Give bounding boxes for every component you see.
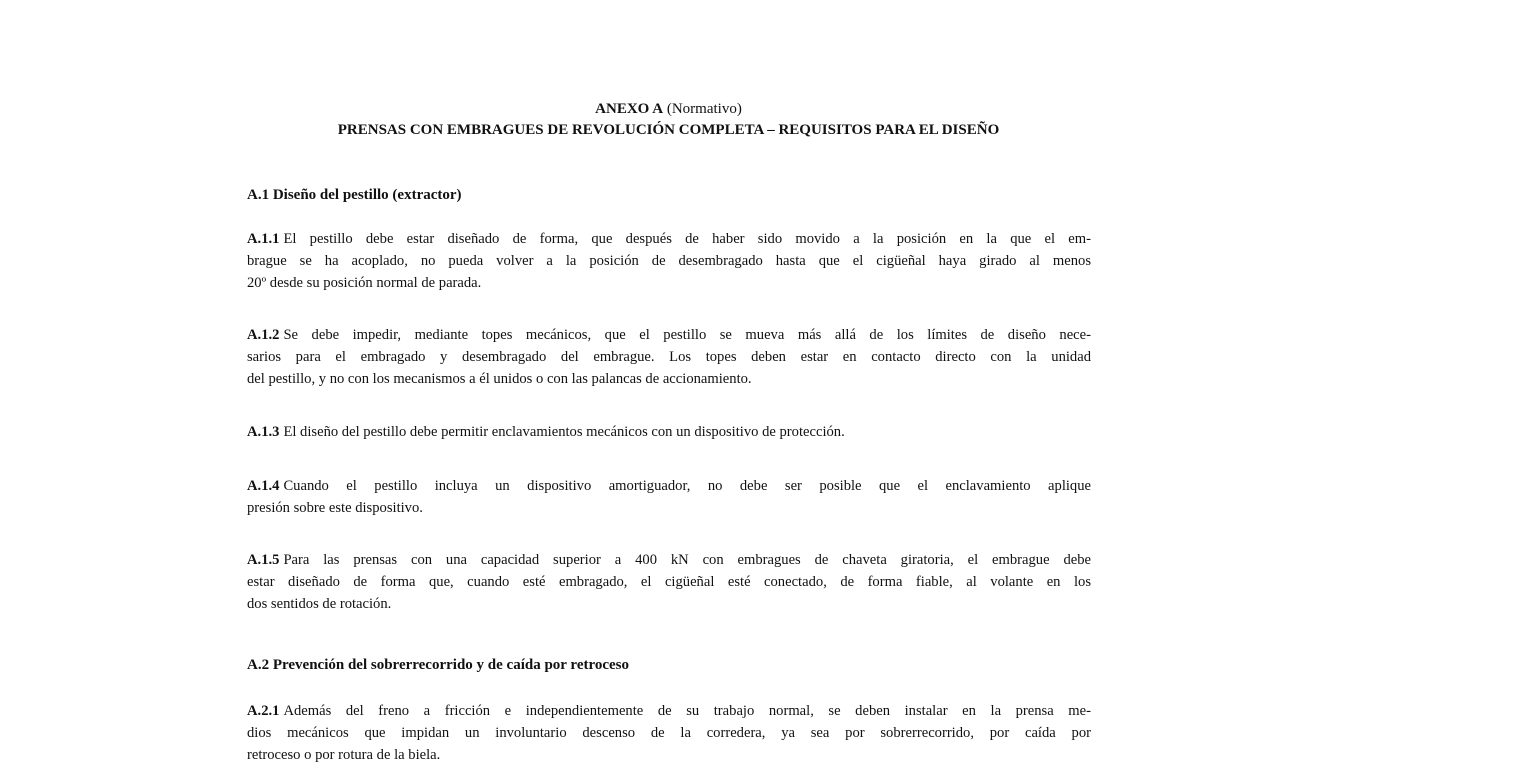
- annex-title: PRENSAS CON EMBRAGUES DE REVOLUCIÓN COMPLETA – REQUISITOS PARA EL DISEÑO: [337, 122, 1000, 138]
- paragraph-number: A.1.5: [247, 552, 280, 568]
- paragraph-line: brague se ha acoplado, no pueda volver a la posición de desembragado hasta que el cigüeñal haya girado al menos: [247, 253, 1091, 269]
- paragraph-line: del pestillo, y no con los mecanismos a él unidos o con las palancas de accionamiento.: [247, 371, 752, 387]
- section-title-a2: A.2 Prevención del sobrerrecorrido y de caída por retroceso: [247, 657, 630, 673]
- paragraph-line: dos sentidos de rotación.: [247, 596, 392, 612]
- annex-label: ANEXO A: [595, 101, 664, 117]
- paragraph-a-1-4: [247, 475, 1091, 519]
- paragraph-a-1-1: [247, 228, 1091, 294]
- paragraph-line: dios mecánicos que impidan un involuntario descenso de la corredera, ya sea por sobrerrecorrido, por caída por: [247, 725, 1091, 741]
- paragraph-line: Cuando el pestillo incluya un dispositivo amortiguador, no debe ser posible que el enclavamiento aplique: [283, 478, 1091, 494]
- paragraph-number: A.1.3: [247, 424, 280, 440]
- paragraph-line: sarios para el embragado y desembragado del embrague. Los topes deben estar en contacto directo con la unidad: [247, 349, 1091, 365]
- paragraph-line: El diseño del pestillo debe permitir enclavamientos mecánicos con un dispositivo de protección.: [283, 424, 845, 440]
- paragraph-number: A.1.2: [247, 327, 280, 343]
- paragraph-number: A.1.1: [247, 231, 280, 247]
- section-title-a1: A.1 Diseño del pestillo (extractor): [247, 187, 462, 203]
- paragraph-line: Se debe impedir, mediante topes mecánicos, que el pestillo se mueva más allá de los límites de diseño nece-: [283, 327, 1091, 343]
- paragraph-a-2-1: [247, 700, 1091, 766]
- annex-line: [247, 99, 1090, 120]
- paragraph-number: A.1.4: [247, 478, 280, 494]
- paragraph-line: presión sobre este dispositivo.: [247, 500, 423, 516]
- paragraph-line: El pestillo debe estar diseñado de forma, que después de haber sido movido a la posición en la que el em-: [283, 231, 1091, 247]
- paragraph-line: retroceso o por rotura de la biela.: [247, 747, 441, 763]
- annex-heading: [247, 99, 1090, 141]
- paragraph-a-1-3: [247, 421, 1091, 443]
- paragraph-a-1-2: [247, 324, 1091, 390]
- paragraph-line: Además del freno a fricción e independientemente de su trabajo normal, se deben instalar en la prensa me-: [283, 703, 1091, 719]
- paragraph-line: 20º desde su posición normal de parada.: [247, 275, 482, 291]
- paragraph-line: Para las prensas con una capacidad superior a 400 kN con embragues de chaveta giratoria, el embrague debe: [283, 552, 1091, 568]
- paragraph-number: A.2.1: [247, 703, 280, 719]
- paragraph-a-1-5: [247, 549, 1091, 615]
- paragraph-line: estar diseñado de forma que, cuando esté embragado, el cigüeñal esté conectado, de forma fiable, al volante en los: [247, 574, 1091, 590]
- annex-type: (Normativo): [666, 101, 742, 117]
